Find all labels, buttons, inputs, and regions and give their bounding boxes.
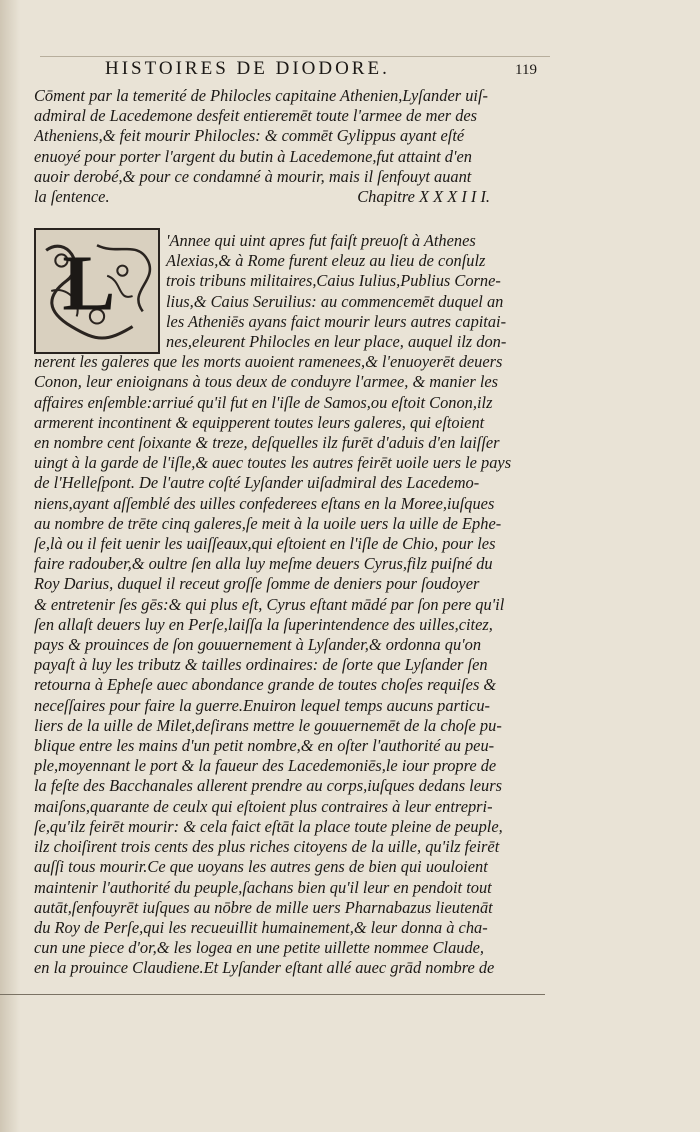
- body-line: maiſons,quarante de ceulx qui eſtoient plus contraires à leur entrepri-: [34, 796, 493, 816]
- body-line: ilz choiſirent trois cents des plus riches citoyens de la uille, qu'ilz feirēt: [34, 837, 500, 857]
- body-line: ple,moyennant le port & la faueur des Lacedemoniēs,le iour propre de: [34, 756, 497, 776]
- summary-line-end: la ſentence.: [34, 187, 110, 207]
- body-line: auſſi tous mourir.Ce que uoyans les autres gens de bien qui uouloient: [34, 857, 488, 877]
- body-line: payaſt à luy les tributz & tailles ordinaires: de ſorte que Lyſander ſen: [34, 655, 488, 675]
- bottom-rule: [0, 994, 545, 995]
- summary-line: Atheniens,& feit mourir Philocles: & commēt Gylippus ayant eſté: [34, 126, 465, 146]
- body-line: uingt à la garde de l'iſle,& auec toutes les autres feirēt uoile uers le pays: [34, 453, 512, 473]
- summary-line: admiral de Lacedemone desfeit entieremēt toute l'armee de mer des: [34, 106, 478, 126]
- body-line: retourna à Epheſe auec abondance grande de toutes choſes requiſes &: [34, 675, 497, 695]
- body-line: de l'Helleſpont. De l'autre coſté Lyſander uiſadmiral des Lacedemo-: [34, 473, 480, 493]
- body-line: pays & prouinces de ſon gouuernement à Lyſander,& ordonna qu'on: [34, 635, 482, 655]
- body-line: Roy Darius, duquel il receut groſſe ſomme de deniers pour ſoudoyer: [34, 574, 480, 594]
- body-line: blique entre les mains d'un petit nombre,& en oſter l'authorité au peu-: [34, 736, 495, 756]
- body-line: affaires enſemble:arriué qu'il fut en l'iſle de Samos,ou eſtoit Conon,ilz: [34, 392, 493, 412]
- running-header: HISTOIRES DE DIODORE.: [105, 58, 390, 79]
- body-line: ſen allaſt deuers luy en Perſe,laiſſa la ſuperintendence des uilles,citez,: [34, 614, 493, 634]
- body-line: 'Annee qui uint apres fut faiſt preuoſt à Athenes: [166, 231, 476, 250]
- body-text: [34, 231, 544, 979]
- body-line: niens,ayant aſſemblé des uilles confederees eſtans en la Moree,iuſques: [34, 493, 495, 513]
- page-number: 119: [515, 62, 537, 78]
- summary-line: auoir derobé,& pour ce condamné à mourir, mais il ſenfouyt auant: [34, 166, 472, 186]
- body-line: nes,eleurent Philocles en leur place, auquel ilz don-: [166, 332, 507, 352]
- body-line: ſe,qu'ilz feirēt mourir: & cela faict eſtāt la place toute pleine de peuple,: [34, 816, 503, 836]
- body-line: du Roy de Perſe,qui les recueuillit humainement,& leur donna à cha-: [34, 917, 488, 937]
- page-edge: [0, 0, 20, 1132]
- svg-text:L: L: [62, 239, 116, 328]
- body-line: faire radouber,& oultre ſen alla luy meſme deuers Cyrus,filz puiſné du: [34, 554, 493, 574]
- body-line: ſe,là ou il feit uenir les uaiſſeaux,qui eſtoient en l'iſle de Chio, pour les: [34, 534, 496, 554]
- body-line: la feſte des Bacchanales allerent prendre au corps,iuſques dedans leurs: [34, 776, 502, 796]
- summary-last-line: [34, 187, 544, 207]
- summary-line: Cōment par la temerité de Philocles capitaine Athenien,Lyſander uiſ-: [34, 86, 488, 105]
- summary-line: enuoyé pour porter l'argent du butin à Lacedemone,fut attaint d'en: [34, 146, 472, 166]
- body-line: liers de la uille de Milet,deſirans mettre le gouuernemēt de la choſe pu-: [34, 715, 502, 735]
- body-line: en la prouince Claudiene.Et Lyſander eſtant allé auec grād nombre de: [34, 958, 495, 978]
- body-line: au nombre de trēte cinq galeres,ſe meit à la uoile uers la uille de Ephe-: [34, 513, 502, 533]
- body-line: les Atheniēs ayans faict mourir leurs autres capitai-: [166, 311, 507, 331]
- body-line: trois tribuns militaires,Caius Iulius,Publius Corne-: [166, 271, 501, 291]
- body-line: & entretenir ſes gēs:& qui plus eſt, Cyrus eſtant mādé par ſon pere qu'il: [34, 594, 505, 614]
- header-rule: [40, 56, 550, 57]
- body-line: Alexias,& à Rome furent eleuz au lieu de conſulz: [166, 251, 486, 271]
- body-line: autāt,ſenfouyrēt iuſques au nōbre de mille uers Pharnabazus lieutenāt: [34, 897, 493, 917]
- body-line: Conon, leur enioignans à tous deux de conduyre l'armee, & manier les: [34, 372, 499, 392]
- body-line: lius,& Caius Seruilius: au commencemēt duquel an: [166, 291, 504, 311]
- body-line: nerent les galeres que les morts auoient ramenees,& l'enuoyerēt deuers: [34, 352, 503, 372]
- chapter-summary: [34, 86, 544, 207]
- chapter-heading: Chapitre X X X I I I.: [357, 187, 490, 207]
- body-line: cun une piece d'or,& les logea en une petite uillette nommee Claude,: [34, 938, 485, 958]
- body-line: armerent incontinent & equipperent toutes leurs galeres, qui eſtoient: [34, 412, 485, 432]
- body-line: neceſſaires pour faire la guerre.Enuiron lequel temps aucuns particu-: [34, 695, 490, 715]
- body-line: maintenir l'authorité du peuple,ſachans bien qu'il leur en pendoit tout: [34, 877, 492, 897]
- body-line: en nombre cent ſoixante & treze, deſquelles ilz furēt d'aduis d'en laiſſer: [34, 433, 500, 453]
